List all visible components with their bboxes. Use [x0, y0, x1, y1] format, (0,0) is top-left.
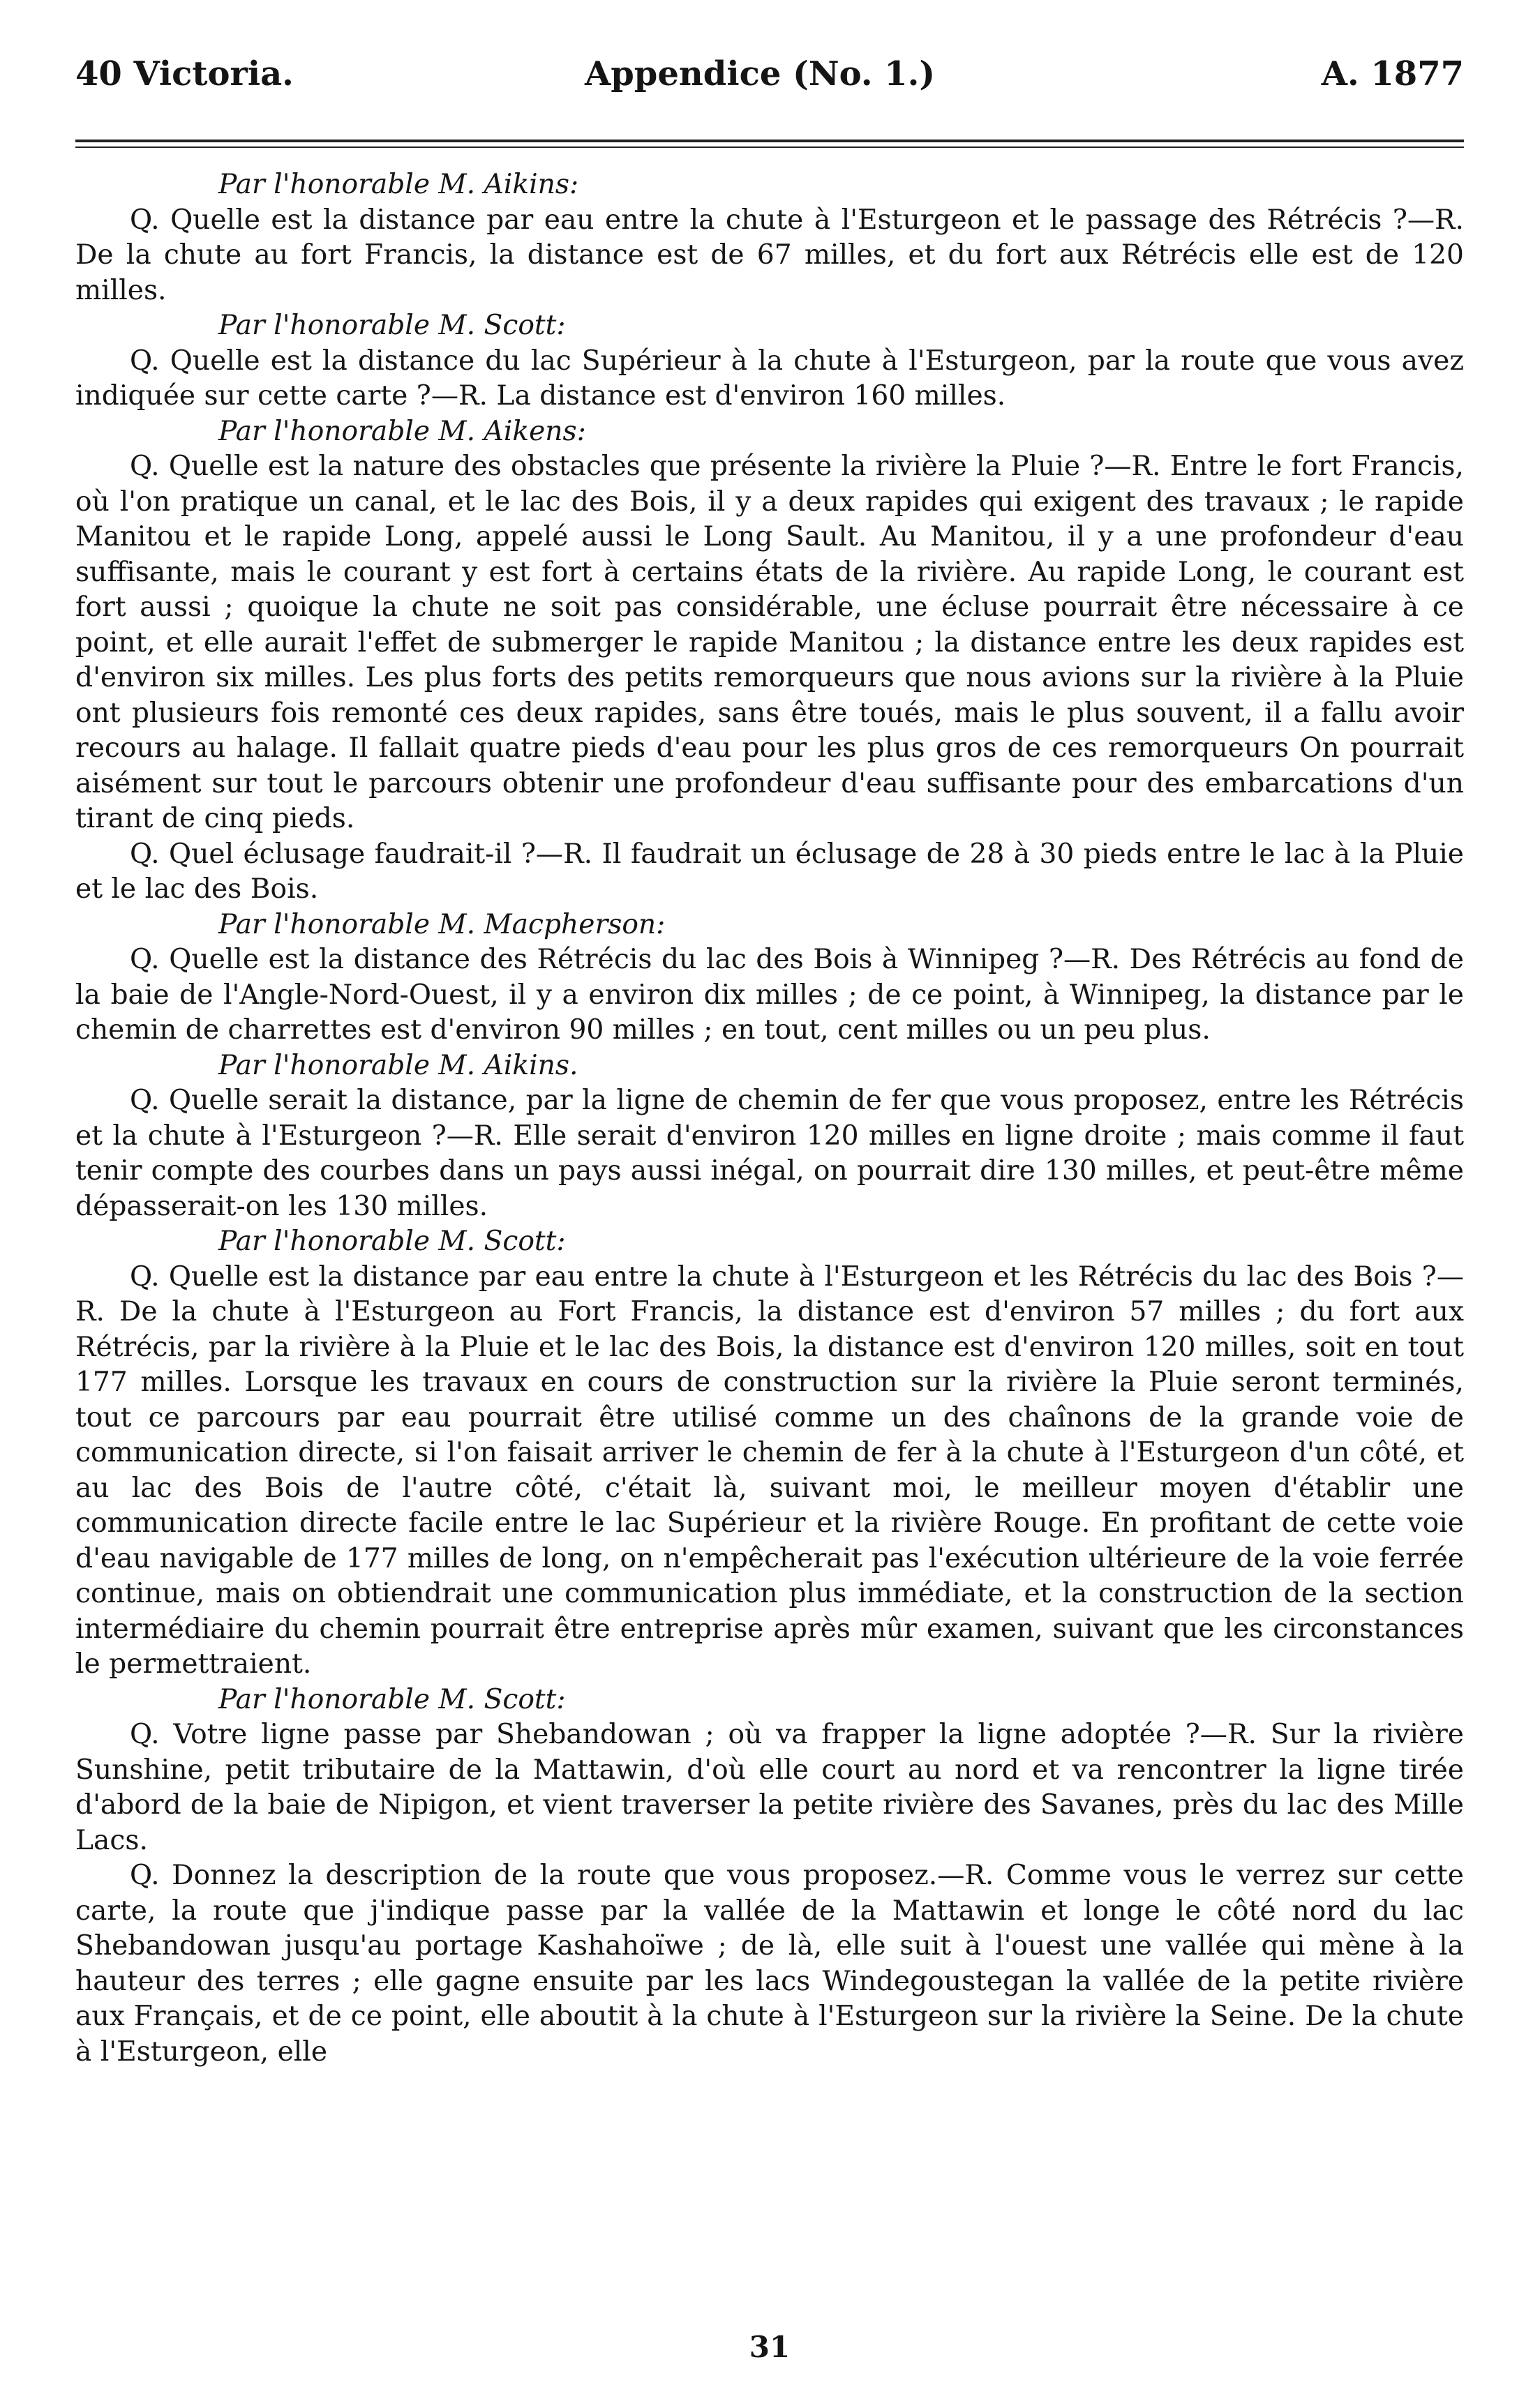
qa-paragraph: Q. Quel éclusage faudrait-il ?—R. Il faudrait un éclusage de 28 à 30 pieds entre le lac à la Pluie et le lac des Bois. — [75, 838, 1464, 905]
speaker-heading: Par l'honorable M. Scott: — [218, 1226, 566, 1257]
document-body — [75, 167, 1464, 2070]
qa-paragraph: Q. Quelle est la distance par eau entre la chute à l'Esturgeon et le passage des Rétrécis ?—R. De la chute au fort Francis, la distance est de 67 milles, et du fort aux Rétrécis elle est de 120 milles. — [75, 204, 1464, 306]
page-number: 31 — [749, 2330, 791, 2364]
speaker-heading: Par l'honorable M. Aikins. — [218, 1049, 578, 1081]
speaker-heading: Par l'honorable M. Scott: — [218, 1683, 566, 1715]
speaker-heading: Par l'honorable M. Aikins: — [218, 169, 579, 200]
qa-paragraph: Q. Votre ligne passe par Shebandowan ; où va frapper la ligne adoptée ?—R. Sur la rivière Sunshine, petit tributaire de la Mattawin, d'où elle court au nord et va rencontrer la ligne tirée d'abord de la baie de Nipigon, et vient traverser la petite rivière des Savanes, près du lac des Mille Lacs. — [75, 1719, 1464, 1856]
speaker-heading: Par l'honorable M. Scott: — [218, 310, 566, 341]
qa-paragraph: Q. Quelle serait la distance, par la ligne de chemin de fer que vous proposez, entre les Rétrécis et la chute à l'Esturgeon ?—R. Elle serait d'environ 120 milles en ligne droite ; mais comme il faut tenir compte des courbes dans un pays aussi inégal, on pourrait dire 130 milles, et peut-être même dépasserait-on les 130 milles. — [75, 1085, 1464, 1222]
qa-paragraph: Q. Donnez la description de la route que vous proposez.—R. Comme vous le verrez sur cette carte, la route que j'indique passe par la vallée de la Mattawin et longe le côté nord du lac Shebandowan jusqu'au portage Kashahoïwe ; de là, elle suit à l'ouest une vallée qui mène à la hauteur des terres ; elle gagne ensuite par les lacs Windegoustegan la vallée de la petite rivière aux Français, et de ce point, elle aboutit à la chute à l'Esturgeon sur la rivière la Seine. De la chute à l'Esturgeon, elle — [75, 1860, 1464, 2068]
header-session: 40 Victoria. — [75, 54, 294, 93]
header-title: Appendice (No. 1.) — [585, 54, 936, 93]
qa-paragraph: Q. Quelle est la distance des Rétrécis du lac des Bois à Winnipeg ?—R. Des Rétrécis au fond de la baie de l'Angle-Nord-Ouest, il y a environ dix milles ; de ce point, à Winnipeg, la distance par le chemin de charrettes est d'environ 90 milles ; en tout, cent milles ou un peu plus. — [75, 944, 1464, 1046]
header-rule-thin — [75, 146, 1464, 148]
running-header — [75, 54, 1464, 110]
header-rule-thick — [75, 140, 1464, 142]
qa-paragraph: Q. Quelle est la nature des obstacles que présente la rivière la Pluie ?—R. Entre le fort Francis, où l'on pratique un canal, et le lac des Bois, il y a deux rapides qui exigent des travaux ; le rapide Manitou et le rapide Long, appelé aussi le Long Sault. Au Manitou, il y a une profondeur d'eau suffisante, mais le courant y est fort à certains états de la rivière. Au rapide Long, le courant est fort aussi ; quoique la chute ne soit pas considérable, une écluse pourrait être nécessaire à ce point, et elle aurait l'effet de submerger le rapide Manitou ; la distance entre les deux rapides est d'environ six milles. Les plus forts des petits remorqueurs que nous avions sur la rivière à la Pluie ont plusieurs fois remonté ces deux rapides, sans être toués, mais le plus souvent, il a fallu avoir recours au halage. Il fallait quatre pieds d'eau pour les plus gros de ces remorqueurs On pourrait aisément sur tout le parcours obtenir une profondeur d'eau suffisante pour des embarcations d'un tirant de cinq pieds. — [75, 451, 1464, 834]
speaker-heading: Par l'honorable M. Aikens: — [218, 415, 586, 447]
qa-paragraph: Q. Quelle est la distance du lac Supérieur à la chute à l'Esturgeon, par la route que vous avez indiquée sur cette carte ?—R. La distance est d'environ 160 milles. — [75, 345, 1464, 412]
header-year: A. 1877 — [1321, 54, 1464, 93]
speaker-heading: Par l'honorable M. Macpherson: — [218, 908, 666, 940]
qa-paragraph: Q. Quelle est la distance par eau entre la chute à l'Esturgeon et les Rétrécis du lac des Bois ?—R. De la chute à l'Esturgeon au Fort Francis, la distance est d'environ 57 milles ; du fort aux Rétrécis, par la rivière à la Pluie et le lac des Bois, la distance est d'environ 120 milles, soit en tout 177 milles. Lorsque les travaux en cours de construction sur la rivière la Pluie seront terminés, tout ce parcours par eau pourrait être utilisé comme un des chaînons de la grande voie de communication directe, si l'on faisait arriver le chemin de fer à la chute à l'Esturgeon d'un côté, et au lac des Bois de l'autre côté, c'était là, suivant moi, le meilleur moyen d'établir une communication directe facile entre le lac Supérieur et la rivière Rouge. En profitant de cette voie d'eau navigable de 177 milles de long, on n'empêcherait pas l'exécution ultérieure de la voie ferrée continue, mais on obtiendrait une communication plus immédiate, et la construction de la section intermédiaire du chemin pourrait être entreprise après mûr examen, suivant que les circonstances le permettraient. — [75, 1261, 1464, 1680]
document-page — [75, 0, 1464, 2408]
